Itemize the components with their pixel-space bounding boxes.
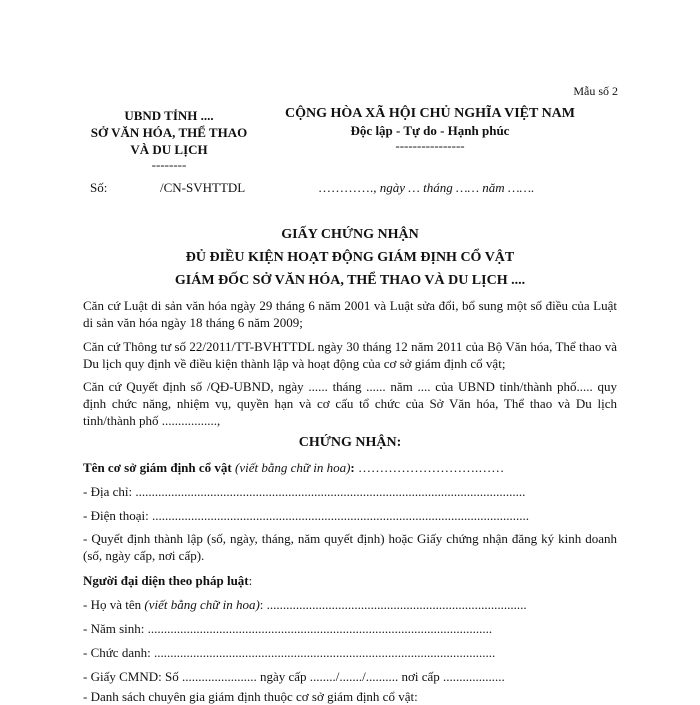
- address-line: - Địa chỉ: ........................................................................................................................: [83, 484, 526, 499]
- fullname-hint: (viết bằng chữ in hoa): [144, 597, 260, 612]
- date-italic: ngày … tháng …… năm …….: [379, 180, 535, 195]
- org-name-label: Tên cơ sở giám định cổ vật: [83, 460, 232, 475]
- date-place: ………….,: [318, 180, 380, 195]
- representative-heading: [83, 573, 617, 589]
- form-number: Mẫu số 2: [573, 84, 618, 98]
- national-motto: Độc lập - Tự do - Hạnh phúc: [350, 123, 510, 138]
- org-name-hint: (viết bằng chữ in hoa): [235, 460, 351, 475]
- national-divider: ----------------: [395, 138, 465, 153]
- legal-basis-1: Căn cứ Luật di sản văn hóa ngày 29 tháng 6 năm 2001 và Luật sửa đổi, bổ sung một số điều của Luật di sản văn hóa ngày 18 tháng 6 năm 2009;: [83, 298, 617, 330]
- org-name-colon: :: [350, 460, 355, 475]
- representative-colon: :: [248, 573, 253, 588]
- issuing-authority: [80, 107, 258, 172]
- certificate-issuer: GIÁM ĐỐC SỞ VĂN HÓA, THỂ THAO VÀ DU LỊCH ....: [174, 273, 526, 288]
- fullname-prefix: - Họ và tên: [83, 597, 145, 612]
- representative-label: Người đại diện theo pháp luật: [83, 573, 249, 588]
- birth-year-line: - Năm sinh: ..........................................................................................................: [83, 621, 493, 636]
- national-header: [280, 105, 580, 153]
- national-title: CỘNG HÒA XÃ HỘI CHỦ NGHĨA VIỆT NAM: [284, 106, 575, 121]
- document-number-suffix: /CN-SVHTTDL: [160, 180, 246, 195]
- legal-basis-2: Căn cứ Thông tư số 22/2011/TT-BVHTTDL ngày 30 tháng 12 năm 2011 của Bộ Văn hóa, Thể thao và Du lịch quy định về điều kiện thành lập và hoạt động của cơ sở giám định cổ vật;: [83, 339, 617, 371]
- certify-heading: CHỨNG NHẬN:: [298, 435, 402, 450]
- document-number-label: Số:: [90, 180, 108, 195]
- fullname-dots: : ................................................................................: [259, 597, 527, 612]
- authority-divider: --------: [151, 157, 187, 172]
- legal-basis-3: Căn cứ Quyết định số /QĐ-UBND, ngày ...... tháng ...... năm .... của UBND tỉnh/thành phố..... quy định chức năng, nhiệm vụ, quyền hạn và cơ cấu tổ chức của Sở Văn hóa, Thể thao và Du lịch tỉnh/thành phố .................,: [83, 379, 617, 428]
- id-card-line: - Giấy CMND: Số ....................... ngày cấp ......../......./.......... nơi cấp ...................: [83, 669, 505, 684]
- authority-department-cont: VÀ DU LỊCH: [130, 142, 208, 157]
- date-line: [318, 180, 534, 196]
- certificate-title: GIẤY CHỨNG NHẬN: [281, 227, 419, 242]
- authority-province: UBND TỈNH ....: [124, 108, 214, 123]
- authority-department: SỞ VĂN HÓA, THỂ THAO: [90, 125, 248, 140]
- decision-line: - Quyết định thành lập (số, ngày, tháng, năm quyết định) hoặc Giấy chứng nhận đăng ký kinh doanh (số, ngày cấp, nơi cấp).: [83, 531, 617, 563]
- experts-line: - Danh sách chuyên gia giám định thuộc cơ sở giám định cổ vật:: [83, 689, 418, 704]
- phone-line: - Điện thoại: ....................................................................................................................: [83, 508, 529, 523]
- fullname-line: [83, 597, 617, 613]
- position-line: - Chức danh: .........................................................................................................: [83, 645, 496, 660]
- org-name-dots: ……………………….……: [354, 460, 505, 475]
- certificate-subtitle: ĐỦ ĐIỀU KIỆN HOẠT ĐỘNG GIÁM ĐỊNH CỔ VẬT: [185, 250, 515, 265]
- org-name-line: [83, 460, 617, 476]
